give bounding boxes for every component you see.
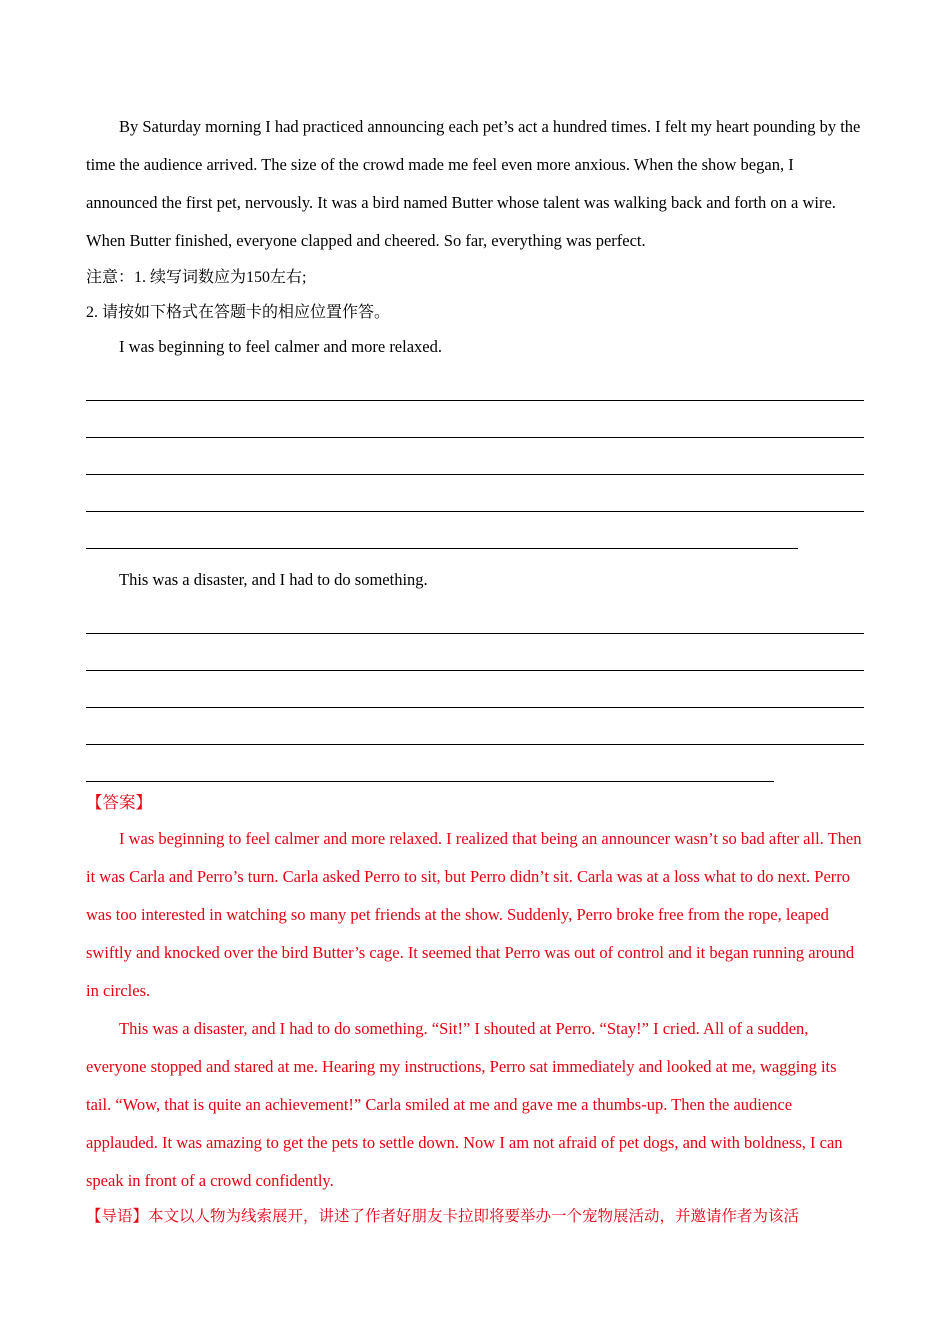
writing-line[interactable]: [86, 597, 864, 634]
writing-line[interactable]: [86, 364, 864, 401]
writing-line[interactable]: [86, 634, 864, 671]
prompt-paragraph-2: This was a disaster, and I had to do something.: [119, 570, 428, 589]
writing-line[interactable]: [86, 671, 864, 708]
writing-line[interactable]: [86, 745, 774, 782]
answer-paragraph-2: This was a disaster, and I had to do something. “Sit!” I shouted at Perro. “Stay!” I cried. All of a sudden, everyone stopped and stared at me. Hearing my instructions, Perro sat immediately and looked at me, wagging its tail. “Wow, that is quite an achievement!” Carla smiled at me and gave me a thumbs-up. Then the audience applauded. It was amazing to get the pets to settle down. Now I am not afraid of pet dogs, and with boldness, I can speak in front of a crowd confidently.: [86, 1019, 843, 1190]
note-format: 2. 请按如下格式在答题卡的相应位置作答。: [86, 304, 391, 321]
writing-lines-1: [86, 364, 864, 549]
guide-text: 本文以人物为线索展开，讲述了作者好朋友卡拉即将要举办一个宠物展活动，并邀请作者为该活: [148, 1208, 800, 1225]
writing-line[interactable]: [86, 475, 864, 512]
note-word-count: 注意：1. 续写词数应为150左右;: [86, 269, 307, 286]
guide-label: 【导语】: [86, 1208, 149, 1225]
answer-label: 【答案】: [86, 793, 152, 812]
writing-line[interactable]: [86, 401, 864, 438]
story-passage: By Saturday morning I had practiced announcing each pet’s act a hundred times. I felt my heart pounding by the time the audience arrived. The size of the crowd made me feel even more anxious. When the show began, I announced the first pet, nervously. It was a bird named Butter whose talent was walking back and forth on a wire. When Butter finished, everyone clapped and cheered. So far, everything was perfect.: [86, 117, 861, 250]
writing-line[interactable]: [86, 438, 864, 475]
writing-lines-2: [86, 597, 864, 782]
writing-line[interactable]: [86, 708, 864, 745]
answer-paragraph-1: I was beginning to feel calmer and more relaxed. I realized that being an announcer wasn’t so bad after all. Then it was Carla and Perro’s turn. Carla asked Perro to sit, but Perro didn’t sit. Carla was at a loss what to do next. Perro was too interested in watching so many pet friends at the show. Suddenly, Perro broke free from the rope, leaped swiftly and knocked over the bird Butter’s cage. It seemed that Perro was out of control and it began running around in circles.: [86, 829, 862, 1000]
prompt-paragraph-1: I was beginning to feel calmer and more relaxed.: [119, 337, 442, 356]
content-area: [86, 108, 864, 1234]
writing-line[interactable]: [86, 512, 798, 549]
guide-line: [86, 1200, 864, 1234]
